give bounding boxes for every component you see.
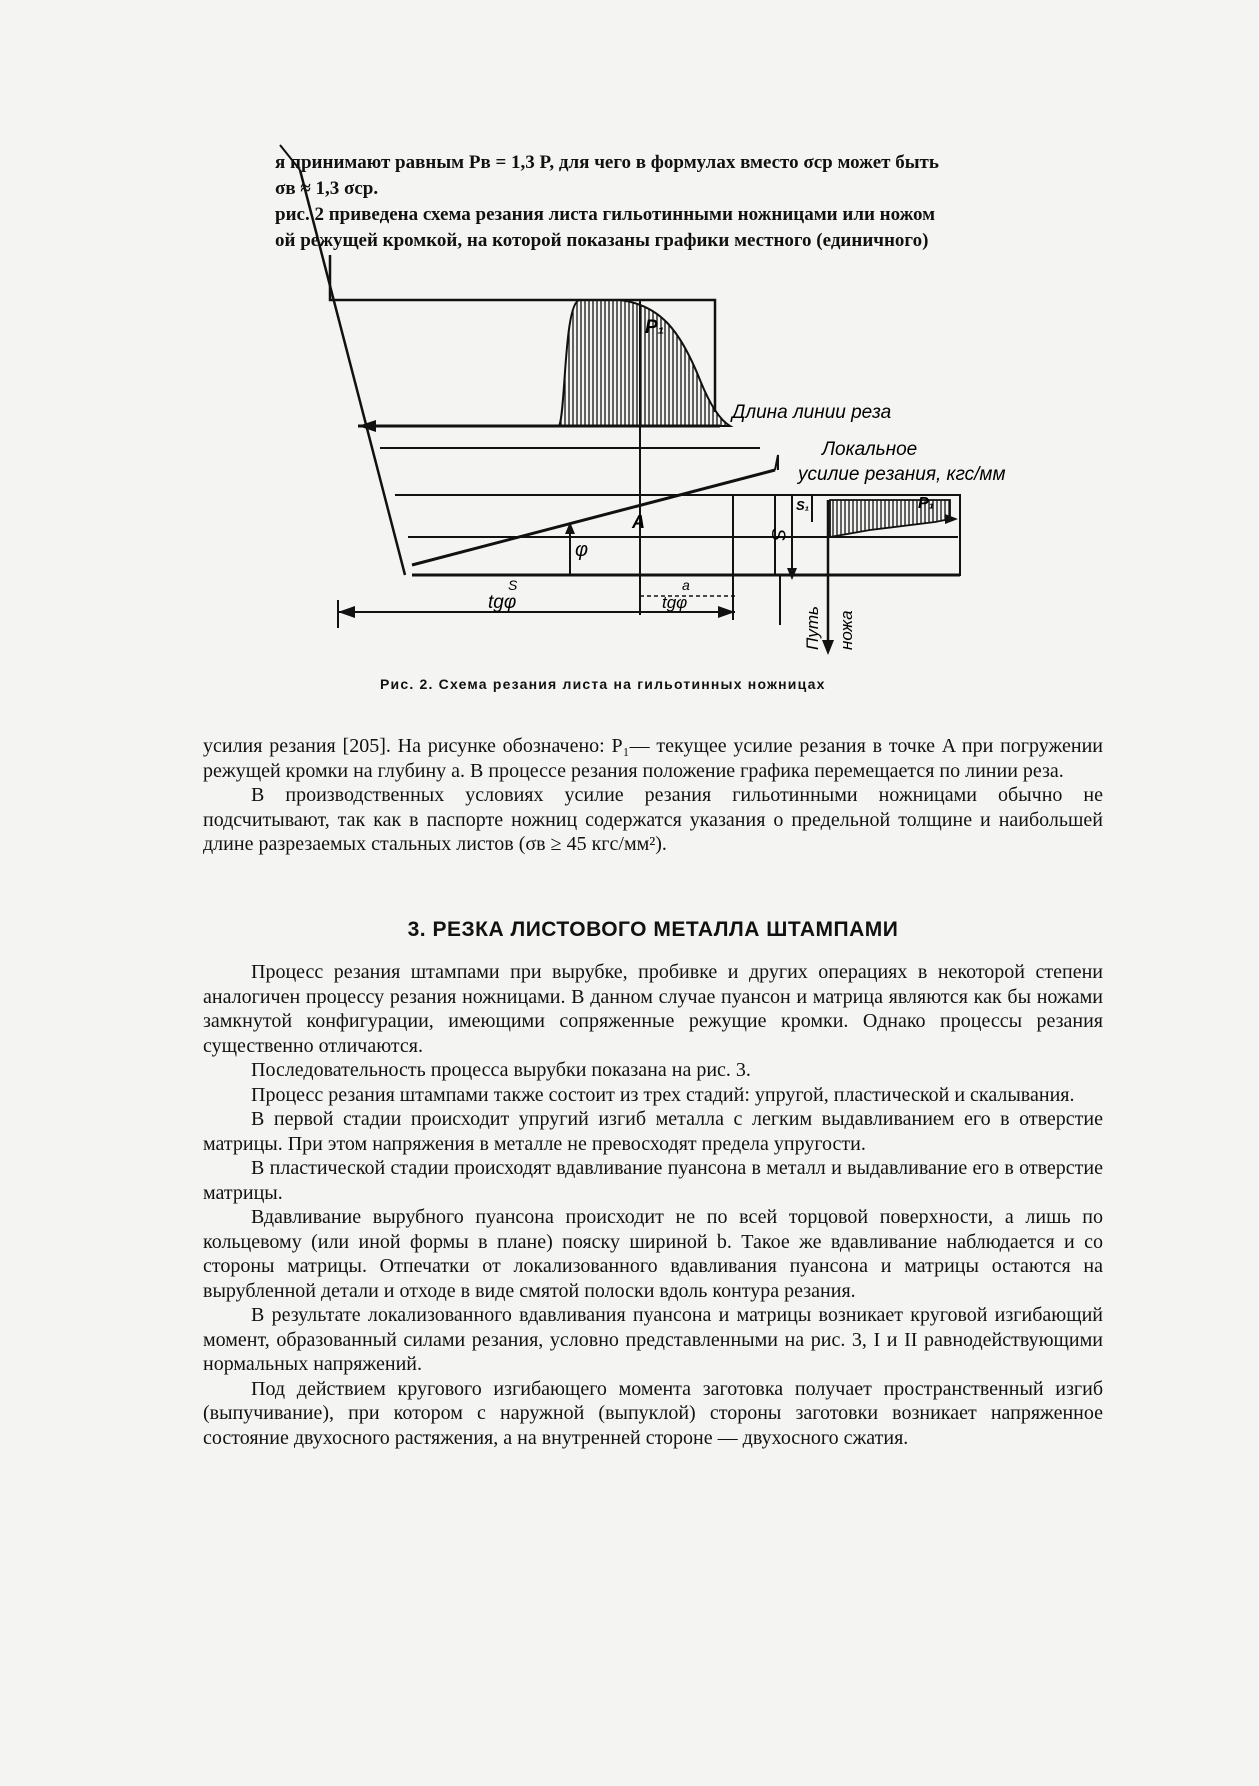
figure-2-diagram bbox=[0, 0, 1259, 700]
top-line-4: ой режущей кромкой, на которой показаны графики местного (единичного) bbox=[275, 230, 929, 251]
top-line-1: я принимают равным Pв = 1,3 P, для чего в формулах вместо σср может быть bbox=[275, 152, 939, 173]
label-s1: S₁ bbox=[796, 498, 810, 513]
paragraph: Процесс резания штампами при вырубке, пробивке и других операциях в некоторой степени аналогичен процессу резания ножницами. В данном случае пуансон и матрица являются как бы ножами замкнутой конфигурации, имеющими сопряженные режущие кромки. Однако процессы резания существенно отличаются. bbox=[203, 961, 1103, 1057]
top-line-3: рис. 2 приведена схема резания листа гильотинными ножницами или ножом bbox=[275, 204, 936, 225]
label-local-force-2: усилие резания, кгс/мм bbox=[798, 464, 1006, 485]
label-knife-path-1: Путь bbox=[803, 606, 822, 650]
paragraph: Под действием кругового изгибающего момента заготовка получает пространственный изгиб (выпучивание), при котором с наружной (выпуклой) стороны заготовки возникает напряженное состояние двухосного растяжения, а на внутренней стороне — двухосного сжатия. bbox=[203, 1377, 1103, 1449]
label-p1-right: P₁ bbox=[918, 495, 935, 512]
section-title: 3. РЕЗКА ЛИСТОВОГО МЕТАЛЛА ШТАМПАМИ bbox=[407, 918, 899, 941]
cutting-slope-line bbox=[412, 470, 775, 565]
label-s-tg: S bbox=[508, 577, 518, 593]
top-line-2: σв ≈ 1,3 σср. bbox=[275, 178, 379, 199]
paragraph: Процесс резания штампами также состоит из трех стадий: упругой, пластической и скалывания. bbox=[251, 1083, 1075, 1106]
label-a-point: A bbox=[632, 512, 645, 532]
paragraph: В результате локализованного вдавливания пуансона и матрицы возникает круговой изгибающий момент, образованный силами резания, условно представленными на рис. 3, I и II равнодействующими нормальных напряжений. bbox=[203, 1304, 1103, 1375]
paragraph: В пластической стадии происходят вдавливание пуансона в металл и выдавливание его в отверстие матрицы. bbox=[203, 1157, 1103, 1204]
knife-edge-line-short bbox=[280, 145, 300, 170]
paragraph: В производственных условиях усилие резания гильотинными ножницами обычно не подсчитывают, так как в паспорте ножниц содержатся указания о предельной толщине и наибольшей длине разрезаемых стальных листов (σв ≥ 45 кгс/мм²). bbox=[203, 784, 1103, 855]
section-paragraphs bbox=[203, 960, 1103, 1450]
label-phi: φ bbox=[575, 539, 589, 561]
label-p1-top: P₁ bbox=[645, 317, 665, 338]
paragraph: В первой стадии происходит упругий изгиб металла с легким выдавливанием его в отверстие матрицы. При этом напряжения в металле не превосходят предела упругости. bbox=[203, 1108, 1103, 1155]
label-tg-phi-small: tgφ bbox=[662, 593, 688, 612]
p1-right-arrow bbox=[945, 514, 958, 524]
figure-caption: Рис. 2. Схема резания листа на гильотинных ножницах bbox=[380, 676, 826, 692]
paragraph: усилия резания [205]. На рисунке обозначено: P₁— текущее усилие резания в точке A при погружении режущей кромки на глубину a. В процессе резания положение графика перемещается по линии реза. bbox=[203, 735, 1103, 782]
knife-edge-line bbox=[300, 170, 405, 575]
label-a-small: a bbox=[682, 577, 690, 593]
cutting-slope-end bbox=[775, 455, 778, 470]
dimension-left-arrow bbox=[338, 606, 355, 618]
knife-path-arrow bbox=[822, 640, 834, 655]
label-cut-length: Длина линии реза bbox=[732, 402, 892, 423]
label-tg-phi: tgφ bbox=[488, 592, 517, 613]
label-s: S bbox=[767, 528, 788, 541]
label-local-force-1: Локальное bbox=[822, 439, 918, 460]
force-curve bbox=[558, 300, 730, 426]
paragraphs-after-figure bbox=[203, 734, 1103, 857]
paragraph: Вдавливание вырубного пуансона происходит не по всей торцовой поверхности, а лишь по кольцевому (или иной формы в плане) пояску шириной b. Такое же вдавливание наблюдается и со стороны матрицы. Отпечатки от локализованного вдавливания пуансона и матрицы остаются на вырубленной детали и отходе в виде смятой полоски вдоль контура резания. bbox=[203, 1206, 1103, 1302]
label-knife-path-2: ножа bbox=[837, 610, 856, 650]
paragraph: Последовательность процесса вырубки показана на рис. 3. bbox=[251, 1059, 751, 1081]
